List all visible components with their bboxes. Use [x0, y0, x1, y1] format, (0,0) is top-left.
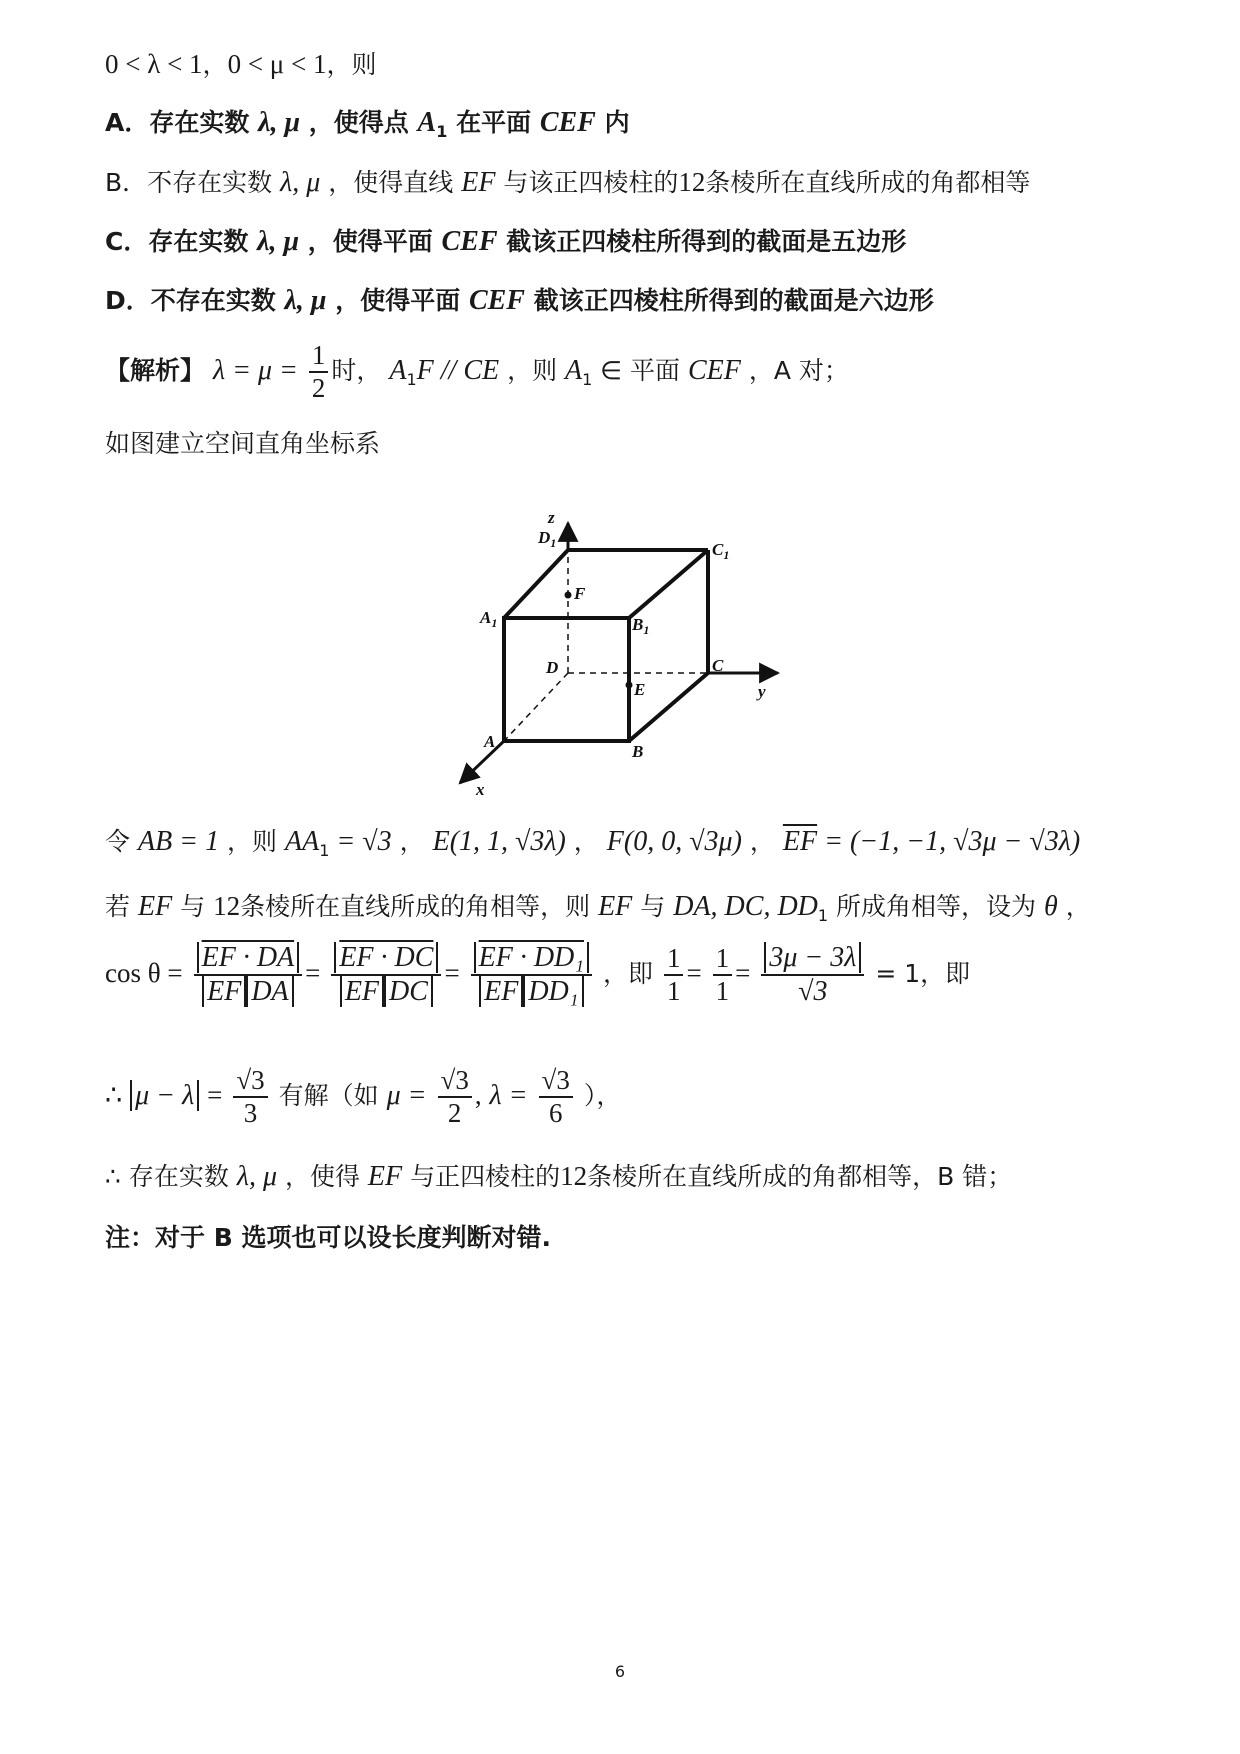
label-y: y: [758, 682, 766, 701]
point-e: [626, 682, 633, 689]
edge-a1d1: [504, 550, 568, 618]
analysis-tag: 【解析】: [105, 356, 206, 386]
label-d: D: [546, 658, 559, 677]
coords-line: 令 AB = 1 ，则 $AA_1 = √3$ ， E(1, 1, √3λ) ， F(0, 0, √3μ) ， $\overline{EF} = (-1$, −1, √3μ − √3λ): [105, 826, 1081, 860]
label-z: z: [548, 508, 555, 527]
label-f: F: [574, 584, 586, 603]
cosine-equation: cos θ = $\frac{EF \cdot DA}{\overline{EF} \overline{DA}}$ = $\frac{EF \cdot DC}{\overline{EF} \overline{DC}}$ = $\frac{\text{EF · DD₁}}{\overline{EF} DD_1}$ ，即 $\frac{1}{1}$ = $\frac{1}{1}$ = $\frac{3\mu - 3\lambda}{√3}$ = 1，即: [105, 942, 971, 1008]
label-c1: $C_1$: [712, 540, 730, 562]
mu-range: 0 < μ < 1: [227, 49, 327, 79]
label-c: C: [712, 656, 724, 675]
conclusion-line: ∴ 存在实数 λ, μ ，使得 EF 与正四棱柱的12条棱所在直线所成的角都相等，B 错；: [105, 1161, 1013, 1192]
page-number: 6: [614, 1662, 626, 1681]
angle-condition-line: 若 EF 与 12条棱所在直线所成的角相等，则 EF 与 DA, DC, $DD_1$ 所成角相等，设为 θ ，: [105, 891, 1091, 925]
label-d1: $D_1$: [538, 528, 557, 550]
fraction-half: $\frac{1}{2}$: [309, 340, 329, 404]
option-d: D．不存在实数 λ, μ ，使得平面 CEF 截该正四棱柱所得到的截面是六边形: [105, 285, 934, 316]
label-a: A: [484, 732, 496, 751]
label-e: E: [634, 680, 646, 699]
solution-line: ∴ μ − λ = $\frac{√3}{3}$ 有解（如 μ = $\frac{√3}{2}$ , λ = $\frac{√3}{6}$ ），: [105, 1065, 622, 1129]
condition-line: 0 < λ < 1，0 < μ < 1，则: [105, 49, 377, 79]
setup-line: 如图建立空间直角坐标系: [105, 429, 381, 458]
label-b: B: [632, 742, 644, 761]
analysis-line: 【解析】 λ = μ = $\frac{1}{2}$ 时， $A_1F$ // CE ，则 $A_1$ ∈ 平面 CEF ，A 对；: [105, 340, 849, 404]
x-axis: [460, 741, 504, 783]
option-b: B．不存在实数 λ, μ ，使得直线 EF 与该正四棱柱的12条棱所在直线所成的角都相等: [105, 167, 1031, 198]
label-b1: $B_1$: [632, 615, 650, 637]
lambda-range: 0 < λ < 1: [105, 49, 203, 79]
vector-ef: $\overline{EF}$: [782, 826, 818, 857]
edge-b1c1: [629, 550, 708, 618]
label-x: x: [476, 780, 485, 799]
edge-da: [504, 673, 568, 741]
option-c: C．存在实数 λ, μ ，使得平面 CEF 截该正四棱柱所得到的截面是五边形: [105, 226, 907, 257]
front-face: [504, 618, 629, 741]
point-f: [565, 592, 572, 599]
label-a1: $A_1$: [480, 608, 498, 630]
option-a: A．存在实数 λ, μ ，使得点 $A_1$ 在平面 CEF 内: [105, 107, 630, 141]
note-line: 注：对于 B 选项也可以设长度判断对错.: [105, 1223, 551, 1252]
